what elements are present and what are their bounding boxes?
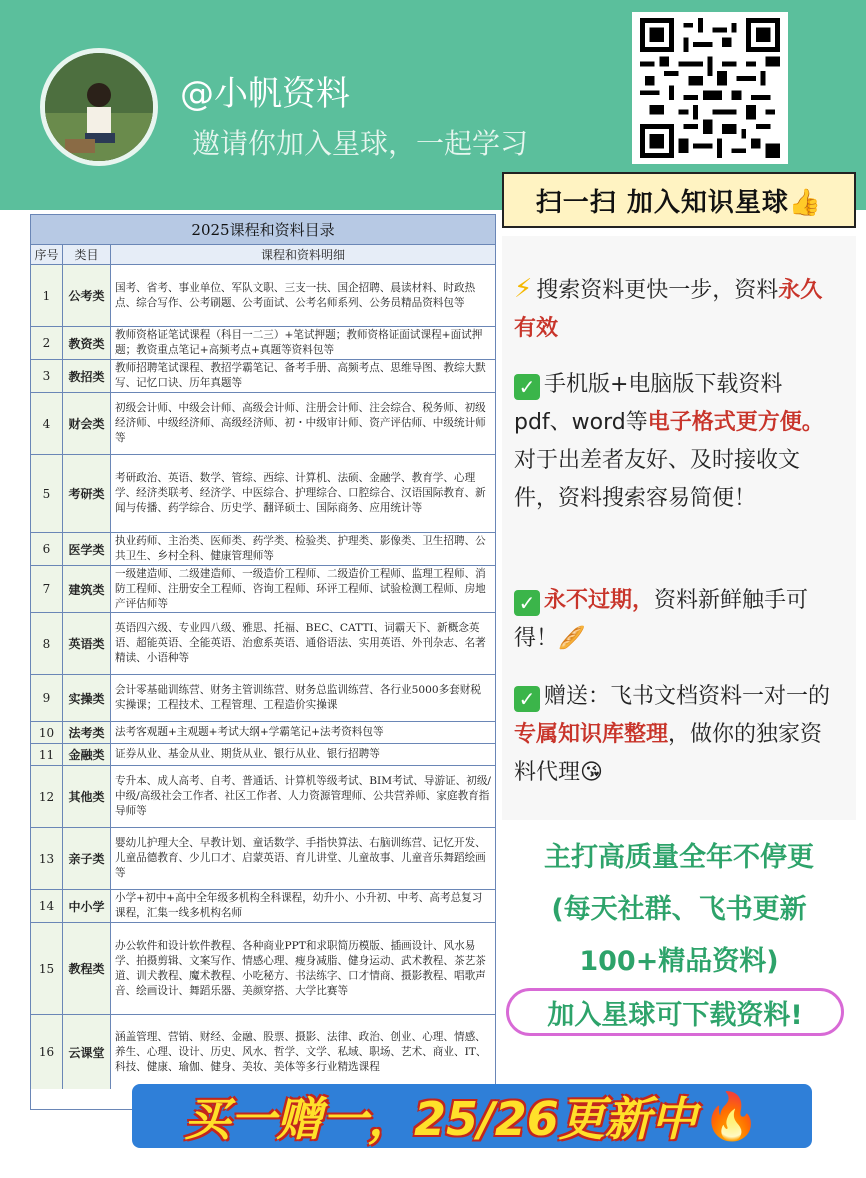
promo-line-3: 100+精品资料): [579, 946, 779, 977]
row-category: 实操类: [63, 675, 111, 721]
row-number: 10: [31, 722, 63, 743]
row-number: 7: [31, 566, 63, 612]
table-row: [31, 393, 495, 455]
check-icon: ✓: [514, 590, 540, 616]
table-row: [31, 890, 495, 923]
row-detail: 初级会计师、中级会计师、高级会计师、注册会计师、注会综合、税务师、初级经济师、中级经济师、高级经济师、初・中级审计师、资产评估师、中级统计师等: [115, 402, 486, 444]
qr-code-icon[interactable]: [632, 12, 788, 164]
row-detail: 婴幼儿护理大全、早教计划、童话数学、手指快算法、右脑训练营、记忆开发、儿童品德教育、少儿口才、启蒙英语、育儿讲堂、儿童故事、儿童音乐舞蹈绘画等: [115, 837, 486, 879]
row-number: 8: [31, 613, 63, 674]
table-row: [31, 360, 495, 393]
row-detail: 会计零基础训练营、财务主管训练营、财务总监训练营、各行业5000多套财税实操课；工程技术、工程管理、工程造价实操课: [115, 684, 481, 711]
row-category: 教程类: [63, 923, 111, 1014]
row-number: 16: [31, 1015, 63, 1089]
row-category: 建筑类: [63, 566, 111, 612]
header-slogan: 邀请你加入星球，一起学习: [192, 127, 529, 160]
scan-join-label[interactable]: 扫一扫 加入知识星球👍: [502, 172, 856, 228]
row-detail: 教师招聘笔试课程、教招学霸笔记、备考手册、高频考点、思维导图、教综大默写、记忆口诀、历年真题等: [115, 362, 486, 389]
row-number: 13: [31, 828, 63, 889]
row-detail: 证券从业、基金从业、期货从业、银行从业、银行招聘等: [115, 748, 380, 760]
row-number: 12: [31, 766, 63, 827]
header-detail: 课程和资料明细: [260, 248, 345, 262]
row-number: 9: [31, 675, 63, 721]
row-number: 4: [31, 393, 63, 454]
row-detail: 涵盖管理、营销、财经、金融、股票、摄影、法律、政治、创业、心理、情感、养生、心理、设计、历史、风水、哲学、文学、私域、职场、艺术、商业、IT、科技、健康、瑜伽、健身、美妆、美体等多行业精选课程: [115, 1030, 487, 1073]
row-number: 11: [31, 744, 63, 765]
table-row: [31, 327, 495, 360]
avatar[interactable]: [40, 48, 158, 166]
benefit-gift: ✓ 赠送：飞书文档资料一对一的专属知识库整理，做你的独家资料代理😘: [514, 684, 831, 785]
row-number: 5: [31, 455, 63, 532]
row-detail: 一级建造师、二级建造师、一级造价工程师、二级造价工程师、监理工程师、消防工程师、注册安全工程师、咨询工程师、环评工程师、试验检测工程师、房地产评估师等: [115, 567, 486, 610]
row-category: 中小学: [63, 890, 111, 922]
promo-banner[interactable]: [132, 1084, 812, 1148]
row-detail: 小学+初中+高中全年级多机构全科课程，幼升小、小升初、中考、高考总复习课程，汇集一线多机构名师: [115, 892, 483, 919]
row-category: 医学类: [63, 533, 111, 565]
row-category: 云课堂: [63, 1015, 111, 1089]
table-row: [31, 923, 495, 1015]
table-row: [31, 533, 495, 566]
table-row: [31, 828, 495, 890]
row-category: 英语类: [63, 613, 111, 674]
header-no: 序号: [31, 245, 63, 264]
row-detail: 法考客观题+主观题+考试大纲+学霸笔记+法考资料包等: [115, 726, 384, 738]
row-number: 14: [31, 890, 63, 922]
promo-line-1: 主打高质量全年不停更: [544, 842, 814, 873]
row-category: 考研类: [63, 455, 111, 532]
join-download-pill[interactable]: 加入星球可下载资料!: [506, 988, 844, 1036]
row-detail: 办公软件和设计软件教程、各种商业PPT和求职简历模版、插画设计、风水易学、拍摄剪辑、文案写作、情感心理、瘦身减脂、健身运动、武术教程、茶艺茶道、训犬教程、魔术教程、小吃秘方、书法练字、口才情商、摄影教程、唱歌声音、绘画设计、舞蹈乐器、美颜穿搭、大学比赛等: [115, 939, 486, 997]
row-category: 法考类: [63, 722, 111, 743]
row-number: 1: [31, 265, 63, 326]
promo-line-2: (每天社群、飞书更新: [551, 894, 807, 925]
row-number: 15: [31, 923, 63, 1014]
fire-icon: 🔥: [702, 1088, 761, 1143]
table-row: [31, 766, 495, 828]
table-body: [31, 265, 495, 1089]
row-detail: 专升本、成人高考、自考、普通话、计算机等级考试、BIM考试、导游证、初级/中级/高级社会工作者、社区工作者、人力资源管理师、公共营养师、家庭教育指导师等: [115, 775, 491, 817]
row-category: 亲子类: [63, 828, 111, 889]
lightning-icon: ⚡: [514, 274, 533, 304]
row-detail: 英语四六级、专业四八级、雅思、托福、BEC、CATTI、词霸天下、新概念英语、超能英语、全能英语、治愈系英语、通俗语法、实用英语、外刊杂志、名著精读、小语种等: [115, 622, 486, 664]
row-detail: 执业药师、主治类、医师类、药学类、检验类、护理类、影像类、卫生招聘、公共卫生、乡村全科、健康管理师等: [115, 535, 486, 562]
row-number: 2: [31, 327, 63, 359]
check-icon: ✓: [514, 374, 540, 400]
row-number: 6: [31, 533, 63, 565]
table-row: [31, 265, 495, 327]
row-category: 金融类: [63, 744, 111, 765]
benefit-formats: ✓ 手机版+电脑版下载资料pdf、word等电子格式更方便。对于出差者友好、及时接收文件，资料搜索容易简便！: [514, 372, 824, 511]
row-category: 公考类: [63, 265, 111, 326]
benefit-never-expire: ✓ 永不过期，资料新鲜触手可得！🥖: [514, 588, 809, 651]
row-category: 其他类: [63, 766, 111, 827]
row-category: 教招类: [63, 360, 111, 392]
table-row: [31, 722, 495, 744]
table-row: [31, 566, 495, 613]
table-row: [31, 744, 495, 766]
table-header: [31, 245, 495, 265]
row-number: 3: [31, 360, 63, 392]
table-title: 2025课程和资料目录: [31, 215, 495, 245]
table-row: [31, 455, 495, 533]
account-handle: @小帆资料: [180, 74, 350, 114]
row-category: 财会类: [63, 393, 111, 454]
table-row: [31, 613, 495, 675]
row-detail: 国考、省考、事业单位、军队文职、三支一扶、国企招聘、晨读材料、时政热点、综合写作、公考刷题、公考面试、公考名师系列、公务员精品资料包等: [115, 281, 476, 309]
benefit-search: ⚡ 搜索资料更快一步，资料永久有效: [514, 274, 823, 341]
banner-text: 买一赠一，25/26更新中: [183, 1092, 697, 1146]
header-category: 类目: [63, 245, 111, 264]
table-row: [31, 675, 495, 722]
row-detail: 教师资格证笔试课程（科目一二三）+笔试押题；教师资格证面试课程+面试押题；教资重点笔记+高频考点+真题等资料包等: [115, 329, 483, 356]
check-icon: ✓: [514, 686, 540, 712]
course-catalog-table: [30, 214, 496, 1110]
table-row: [31, 1015, 495, 1089]
row-detail: 考研政治、英语、数学、管综、西综、计算机、法硕、金融学、教育学、心理学、经济类联考、经济学、中医综合、护理综合、口腔综合、汉语国际教育、新闻与传播、药学综合、历史学、翻译硕士、国际商务、应用统计等: [115, 472, 486, 514]
row-category: 教资类: [63, 327, 111, 359]
